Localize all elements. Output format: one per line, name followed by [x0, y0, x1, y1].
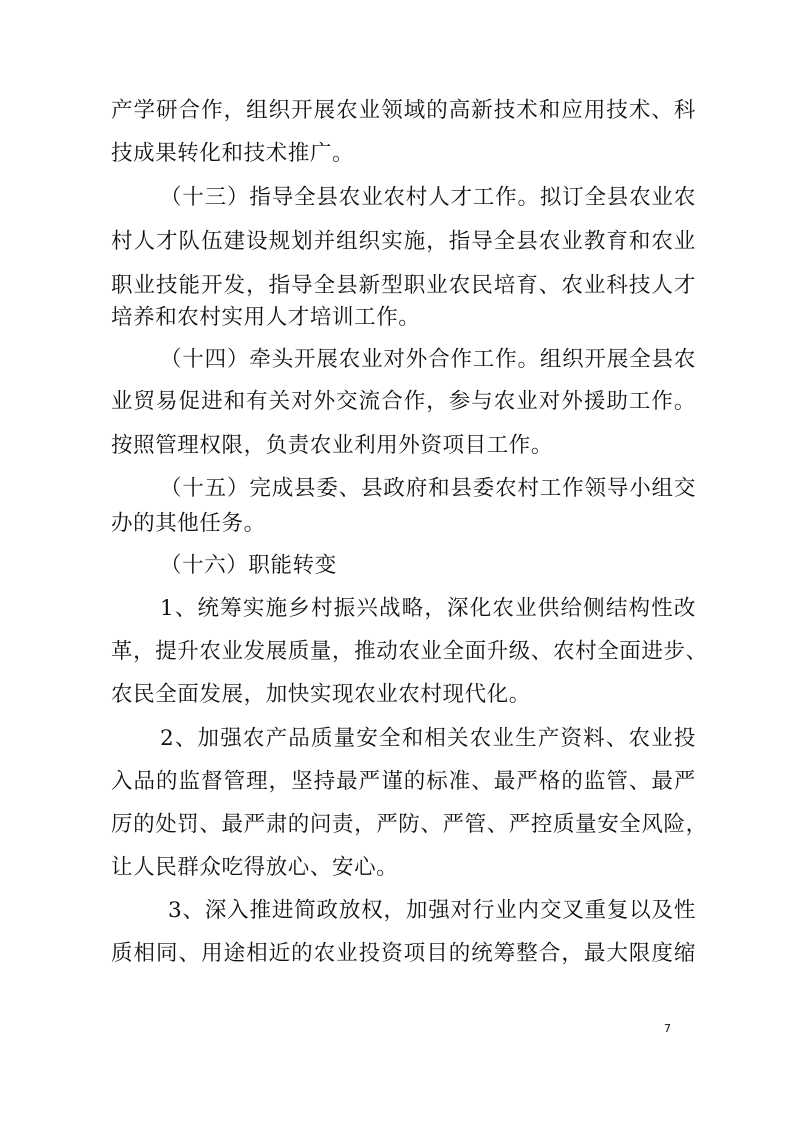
text-line: 村人才队伍建设规划并组织实施，指导全县农业教育和农业	[111, 229, 696, 254]
text-line: 技成果转化和技术推广。	[111, 141, 355, 166]
text-line: 办的其他任务。	[111, 511, 266, 536]
text-line: （十五）完成县委、县政府和县委农村工作领导小组交	[160, 476, 696, 501]
text-line: （十四）牵头开展农业对外合作工作。组织开展全县农	[160, 347, 696, 372]
text-line: 1、统筹实施乡村振兴战略，深化农业供给侧结构性改	[160, 596, 696, 621]
text-line: 业贸易促进和有关对外交流合作，参与农业对外援助工作。	[111, 389, 696, 414]
text-line: （十三）指导全县农业农村人才工作。拟订全县农业农	[160, 185, 696, 210]
page-number: 7	[664, 1022, 671, 1035]
text-line: （十六）职能转变	[160, 553, 337, 578]
text-line: 农民全面发展，加快实现农业农村现代化。	[111, 682, 531, 707]
text-line: 革，提升农业发展质量，推动农业全面升级、农村全面进步、	[111, 639, 708, 664]
text-line: 职业技能开发，指导全县新型职业农民培育、农业科技人才	[111, 273, 696, 298]
text-line: 培养和农村实用人才培训工作。	[111, 305, 421, 330]
text-line: 3、深入推进简政放权，加强对行业内交叉重复以及性	[168, 898, 696, 923]
text-line: 入品的监督管理，坚持最严谨的标准、最严格的监管、最严	[111, 769, 696, 794]
text-line: 让人民群众吃得放心、安心。	[111, 855, 399, 880]
text-line: 2、加强农产品质量安全和相关农业生产资料、农业投	[160, 726, 696, 751]
text-line: 按照管理权限，负责农业利用外资项目工作。	[111, 433, 554, 458]
text-line: 厉的处罚、最严肃的问责，严防、严管、严控质量安全风险，	[111, 812, 708, 837]
text-line: 产学研合作，组织开展农业领域的高新技术和应用技术、科	[111, 98, 696, 123]
text-line: 质相同、用途相近的农业投资项目的统筹整合，最大限度缩	[111, 941, 696, 966]
